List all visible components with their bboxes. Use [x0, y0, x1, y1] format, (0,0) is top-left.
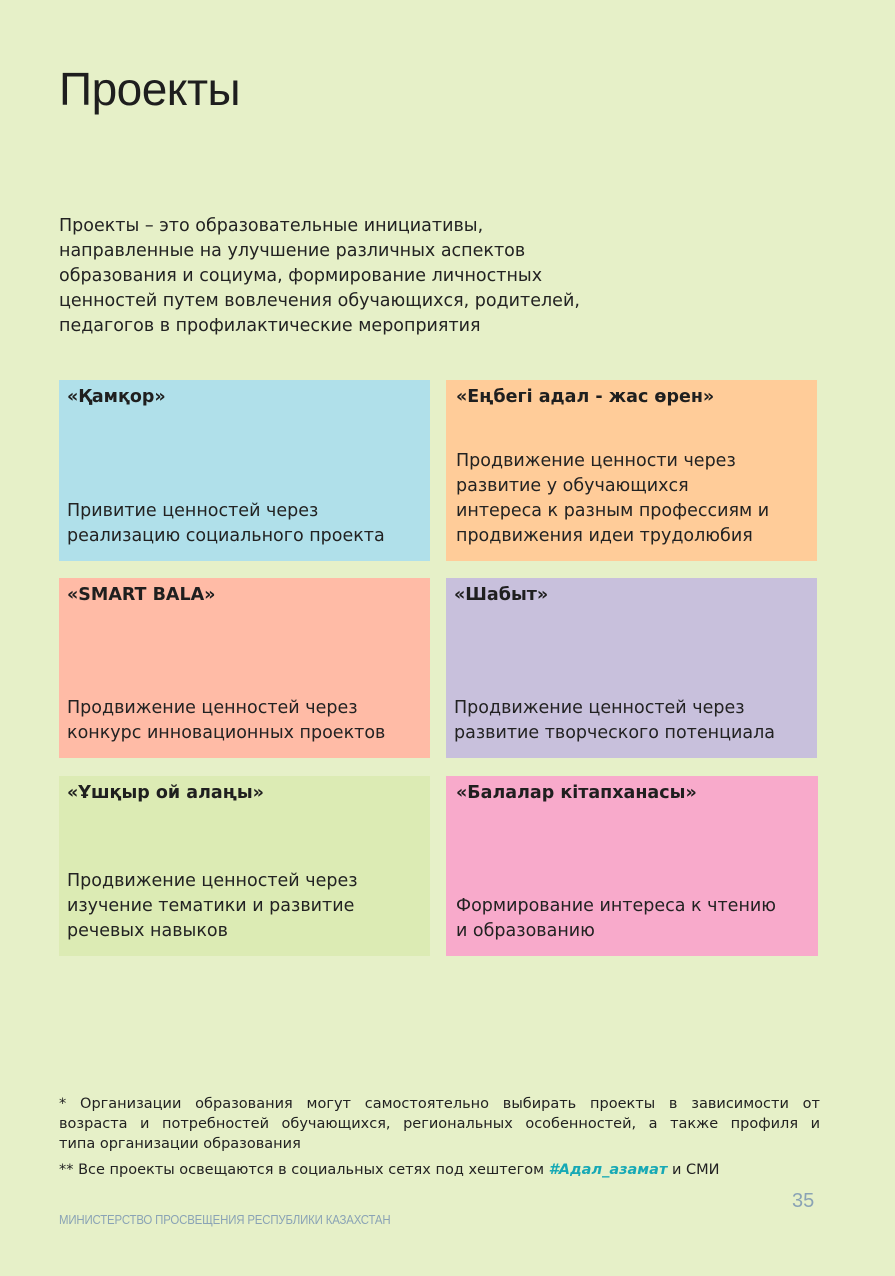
hashtag-link[interactable]: #Адал_азамат — [548, 1162, 668, 1178]
card-description — [456, 894, 776, 944]
card-desc-line: Продвижение ценности через — [456, 451, 736, 471]
card-title: «Қамқор» — [67, 387, 166, 407]
footnote-text: и СМИ — [667, 1162, 720, 1178]
card-title: «Еңбегі адал - жас өрен» — [456, 387, 715, 407]
card-desc-line: развитие у обучающихся — [456, 476, 689, 496]
card-desc-line: продвижения идеи трудолюбия — [456, 526, 753, 546]
card-desc-line: Продвижение ценностей через — [454, 698, 745, 718]
project-card-smart-bala — [59, 578, 430, 758]
intro-line: ценностей путем вовлечения обучающихся, родителей, — [59, 291, 580, 311]
card-desc-line: Привитие ценностей через — [67, 501, 319, 521]
card-desc-line: речевых навыков — [67, 921, 228, 941]
project-card-kamkor — [59, 380, 430, 561]
card-desc-line: изучение тематики и развитие — [67, 896, 355, 916]
card-desc-line: интереса к разным профессиям и — [456, 501, 770, 521]
intro-line: Проекты – это образовательные инициативы, — [59, 216, 484, 236]
card-desc-line: развитие творческого потенциала — [454, 723, 775, 743]
card-title: «SMART BALA» — [67, 585, 216, 605]
card-desc-line: и образованию — [456, 921, 595, 941]
footnote-text: ** Все проекты освещаются в социальных сетях под хештегом — [59, 1162, 549, 1178]
footnote-line: возраста и потребностей обучающихся, региональных особенностей, а также профиля и — [59, 1116, 820, 1132]
footnote-1 — [59, 1094, 820, 1154]
card-desc-line: реализацию социального проекта — [67, 526, 385, 546]
card-desc-line: Формирование интереса к чтению — [456, 896, 776, 916]
intro-line: педагогов в профилактические мероприятия — [59, 316, 481, 336]
footnote-line: типа организации образования — [59, 1136, 301, 1152]
footnote-line: * Организации образования могут самостоятельно выбирать проекты в зависимости от — [59, 1096, 820, 1112]
page-title: Проекты — [59, 63, 241, 115]
card-description — [67, 869, 358, 944]
card-description — [454, 696, 775, 746]
project-card-shabyt — [446, 578, 817, 758]
intro-line: направленные на улучшение различных аспектов — [59, 241, 526, 261]
project-card-balalar-kitapkhanasy — [446, 776, 818, 956]
card-description — [67, 499, 385, 549]
card-desc-line: Продвижение ценностей через — [67, 871, 358, 891]
card-title: «Ұшқыр ой алаңы» — [67, 783, 264, 803]
card-description — [67, 696, 385, 746]
intro-line: образования и социума, формирование личностных — [59, 266, 543, 286]
card-desc-line: Продвижение ценностей через — [67, 698, 358, 718]
intro-paragraph — [59, 214, 619, 339]
card-desc-line: конкурс инновационных проектов — [67, 723, 386, 743]
project-card-enbegi-adal — [446, 380, 817, 561]
footnote-2 — [59, 1160, 820, 1180]
ministry-footer: МИНИСТЕРСТВО ПРОСВЕЩЕНИЯ РЕСПУБЛИКИ КАЗАХСТАН — [59, 1212, 391, 1227]
card-title: «Шабыт» — [454, 585, 549, 605]
project-card-ushkyr-oi — [59, 776, 430, 956]
card-title: «Балалар кітапханасы» — [456, 783, 697, 803]
page-number: 35 — [792, 1190, 815, 1212]
card-description — [456, 449, 769, 549]
